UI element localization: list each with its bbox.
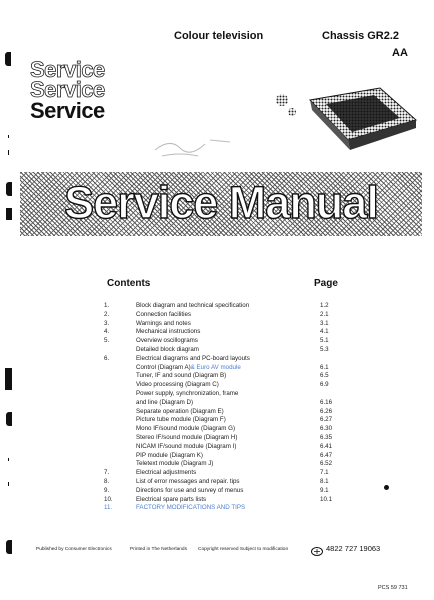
- list-item: [104, 425, 344, 434]
- list-item: [104, 302, 344, 311]
- left-edge-mark: [6, 208, 12, 220]
- left-edge-tick: [8, 458, 9, 461]
- item-text: Electrical spare parts lists: [136, 495, 207, 503]
- chassis-variant: AA: [392, 47, 408, 59]
- page-heading: Page: [314, 278, 338, 289]
- chassis-label: Chassis GR2.2: [322, 30, 400, 42]
- list-item: [104, 337, 344, 346]
- tv-set-image: [270, 80, 420, 160]
- item-text: Electrical diagrams and PC-board layouts: [136, 354, 250, 362]
- list-item: [104, 320, 344, 329]
- list-item: [104, 496, 344, 505]
- list-item: [104, 443, 344, 452]
- list-item: [104, 460, 344, 469]
- stray-dot: [384, 485, 389, 490]
- item-number: 8.: [104, 477, 110, 485]
- list-item: [104, 408, 344, 417]
- item-page: 1.2: [320, 302, 329, 309]
- item-text: Power supply, synchronization, frame: [136, 389, 239, 397]
- list-item: [104, 487, 344, 496]
- left-edge-mark: [6, 540, 12, 554]
- footer-rights: Copyright reserved Subject to modification: [198, 547, 289, 552]
- item-text-highlight: & Euro AV module: [190, 363, 241, 371]
- list-item: [104, 355, 344, 364]
- item-number: 2.: [104, 310, 110, 318]
- contents-list: [104, 302, 344, 513]
- item-page: 6.27: [320, 416, 333, 424]
- item-number: 9.: [104, 486, 110, 494]
- faint-scribble-graphic: [150, 130, 250, 160]
- list-item: [104, 452, 344, 461]
- footer-published: Published by Consumer Electronics: [36, 547, 112, 552]
- item-page: 4.1: [320, 328, 329, 336]
- item-text: Overview oscillograms: [136, 337, 198, 345]
- footer-code: 4822 727 19063: [326, 544, 381, 553]
- left-edge-mark: [5, 52, 11, 66]
- item-page: 6.5: [320, 372, 329, 380]
- list-item: [104, 346, 344, 355]
- item-page: 10.1: [320, 495, 333, 503]
- item-text: Tuner, IF and sound (Diagram B): [136, 372, 227, 380]
- item-text: Teletext module (Diagram J): [136, 460, 214, 468]
- item-page: 5.1: [320, 337, 329, 345]
- item-page: 6.9: [320, 381, 329, 389]
- item-text: Separate operation (Diagram E): [136, 407, 224, 415]
- item-page: 6.47: [320, 451, 333, 459]
- item-number: 3.: [104, 319, 110, 327]
- item-text: Electrical adjustments: [136, 469, 197, 477]
- item-text: Picture tube module (Diagram F): [136, 416, 226, 424]
- item-text: NICAM IF/sound module (Diagram I): [136, 442, 237, 450]
- list-item: [104, 478, 344, 487]
- service-logo-outline-2: Service: [30, 77, 105, 102]
- list-item: [104, 328, 344, 337]
- list-item: [104, 416, 344, 425]
- left-edge-tick: [8, 482, 9, 486]
- item-page: 9.1: [320, 486, 329, 494]
- item-text: Mono IF/sound module (Diagram G): [136, 425, 236, 433]
- left-edge-mark: [6, 412, 12, 426]
- footer-printed: Printed in The Netherlands: [130, 547, 187, 552]
- item-text: Warnings and notes: [136, 319, 191, 327]
- item-number: 5.: [104, 337, 110, 345]
- item-text: PIP module (Diagram K): [136, 451, 203, 459]
- item-text: and line (Diagram D): [136, 398, 194, 406]
- item-text: [136, 364, 241, 373]
- item-text: Connection facilities: [136, 310, 192, 318]
- left-edge-mark: [5, 368, 12, 390]
- left-edge-tick: [8, 150, 9, 155]
- item-page: 6.30: [320, 425, 333, 433]
- item-page: 6.16: [320, 398, 333, 406]
- item-text: Detailed block diagram: [136, 345, 199, 353]
- service-logo-outline-1: Service: [30, 57, 105, 82]
- list-item: [104, 469, 344, 478]
- item-number: 1.: [104, 302, 110, 309]
- list-item: [104, 372, 344, 381]
- product-title: Colour television: [174, 30, 264, 42]
- service-logo-solid: Service: [30, 98, 105, 123]
- item-number: 10.: [104, 495, 113, 503]
- item-page: 8.1: [320, 477, 329, 485]
- item-page: 6.52: [320, 460, 333, 468]
- contents-heading: Contents: [107, 278, 151, 289]
- item-number: 11.: [104, 504, 113, 512]
- item-text: List of error messages and repair. tips: [136, 477, 240, 485]
- list-item: [104, 434, 344, 443]
- item-page: 6.35: [320, 433, 333, 441]
- item-number: 6.: [104, 354, 110, 362]
- item-page: 6.1: [320, 363, 329, 371]
- philips-emblem-icon: [311, 543, 323, 552]
- item-number: 4.: [104, 328, 110, 336]
- left-edge-mark: [6, 182, 12, 196]
- item-text: Block diagram and technical specification: [136, 302, 250, 309]
- list-item: [104, 399, 344, 408]
- item-text-main: Control (Diagram A): [136, 363, 191, 371]
- item-text: Mechanical instructions: [136, 328, 201, 336]
- item-text: Video processing (Diagram C): [136, 381, 219, 389]
- list-item: [104, 311, 344, 320]
- list-item-highlight: [104, 504, 344, 513]
- banner-title: Service Manual: [64, 177, 378, 228]
- list-item: [104, 390, 344, 399]
- item-page: 6.41: [320, 442, 333, 450]
- item-page: 2.1: [320, 310, 329, 318]
- list-item: [104, 364, 344, 373]
- item-page: 5.3: [320, 345, 329, 353]
- left-edge-tick: [8, 135, 9, 138]
- service-manual-banner: [20, 172, 422, 236]
- list-item: [104, 381, 344, 390]
- item-text: Stereo IF/sound module (Diagram H): [136, 433, 238, 441]
- item-page: 6.26: [320, 407, 333, 415]
- item-number: 7.: [104, 469, 110, 477]
- item-page: 7.1: [320, 469, 329, 477]
- item-text: FACTORY MODIFICATIONS AND TIPS: [136, 504, 246, 512]
- footer-pcs: PCS 59 731: [378, 585, 408, 591]
- item-page: 3.1: [320, 319, 329, 327]
- item-text: Directions for use and survey of menus: [136, 486, 244, 494]
